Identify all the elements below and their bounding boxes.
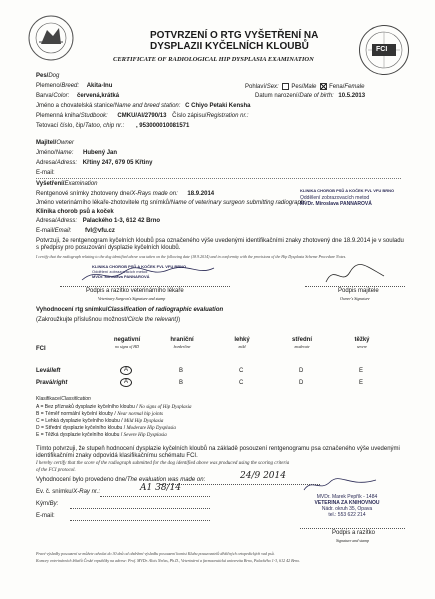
eval-email-line [70, 520, 210, 521]
footer-line-1: Pravé výsledky posouzení se můžete odvolat do 30 dnů od obdržení výsledku posouzení komisi Klubu posuzovatelů dědičných ortopedických vad psů. [36, 551, 275, 556]
subtitle: CERTIFICATE OF RADIOLOGICAL HIP DYSPLASIA EXAMINATION [113, 56, 314, 63]
title-line-1: POTVRZENÍ O RTG VYŠETŘENÍ NA [150, 30, 319, 41]
chip-row: Tetovací číslo, čip/Tatoo, chip nr.: , 953000010081571 [36, 123, 190, 129]
xray-date-row: Rentgenové snímky zhotoveny dne/X-Rays made on: 18.9.2014 [36, 191, 215, 197]
xray-nr-line [100, 496, 210, 497]
color-value: červená,krátká [77, 93, 120, 99]
dog-section-heading: Pes/Dog [36, 73, 60, 79]
col-header-3: střední moderate [291, 337, 312, 349]
legend-title: Klasifikace/Classification [36, 396, 91, 402]
grade-left-a[interactable]: A [120, 366, 132, 375]
grade-left-c[interactable]: C [239, 368, 244, 374]
owner-section-heading: Majitel/Owner [36, 140, 75, 146]
owner-signature-icon [320, 262, 390, 288]
statement1-en: I certify that the radiograph relating to the dog identified above was taken on the following date (18.9.2014) and in conformity with the provisions of the Hip Dysplasia Scheme Procedure Notes. [36, 254, 347, 259]
statement2-en-2: of the FCI protocol. [36, 468, 76, 473]
vet-email-row: E-mail/Email: fvl@vfu.cz [36, 228, 115, 234]
vet-clinic-row [36, 209, 114, 216]
grade-left-d[interactable]: D [299, 368, 304, 374]
grade-right-d[interactable]: D [299, 380, 304, 386]
grade-right-b[interactable]: B [179, 380, 184, 386]
vet-address-row: Adresa/Adress: Palackého 1-3, 612 42 Brno [36, 218, 161, 224]
grade-right-c[interactable]: C [239, 380, 244, 386]
legend-item-d: D = Střední dysplazie kyčelního kloubu / Moderate Hip Dysplasia [36, 425, 176, 431]
chip-value: , 953000010081571 [135, 123, 190, 129]
xray-date-value: 18.9.2014 [187, 191, 215, 197]
fci-logo [359, 25, 409, 75]
eval-date-line [160, 484, 320, 485]
divider [36, 178, 401, 179]
grade-left-b[interactable]: B [179, 368, 184, 374]
fci-logo-text: FCI [376, 46, 388, 53]
dog-name-value: C Chiyo Petaki Kensha [185, 103, 251, 109]
col-header-1: hraniční borderline [170, 337, 194, 349]
eval-date-row: Vyhodnocení bylo provedeno dne/The evaluation was made on: [36, 477, 206, 483]
xray-nr-row: Ev. č. snímku/X-Ray nr.: [36, 489, 101, 495]
by-line [70, 508, 210, 509]
vet-signature-label: Podpis a razítko veterinárního lékaře [86, 288, 184, 294]
eval-date-value: 24/9 2014 [240, 471, 286, 481]
col-header-4: těžký severe [354, 337, 370, 349]
legend-item-c: C = Lehká dysplazie kyčelního kloubu / Mild Hip Dysplasia [36, 418, 164, 424]
owner-signature-line [305, 286, 405, 287]
breed-row: Plemeno/Breed: Akita-Inu [36, 83, 113, 89]
evaluator-signature-label: Podpis a razítko [332, 530, 376, 536]
studbook-row: Plemenná kniha/Studbook: CMKU/AI/2790/13 Číslo zápisu/Registration nr.: [36, 113, 249, 119]
grade-left-e[interactable]: E [359, 368, 364, 374]
male-checkbox[interactable] [282, 83, 289, 90]
cmku-logo-icon [27, 14, 75, 62]
title-line-2: DYSPLAZII KYČELNÍCH KLOUBŮ [150, 41, 309, 52]
owner-name-value: Hubený Jan [83, 150, 118, 156]
female-checkbox[interactable] [320, 83, 327, 90]
owner-signature-label-en: Owner's Signature [340, 296, 370, 301]
owner-name-row: Jméno/Name: Hubený Jan [36, 150, 118, 156]
birthdate-row: Datum narození/Date of birth: 10.5.2013 [255, 93, 366, 99]
vet-email-value: fvl@vfu.cz [85, 228, 115, 234]
exam-section-heading: Vyšetření/Examination [36, 181, 98, 187]
vet-signature-icon [78, 262, 218, 288]
vet-name-row: Jméno veterinárního lékaře-zhotovitele rtg snímků/Name of veterinary surgeon submitting radiograph: [36, 200, 306, 206]
eval-email-row: E-mail: [36, 513, 55, 519]
dog-name-row: Jméno a chovatelská stanice/Name and breed station: C Chiyo Petaki Kensha [36, 103, 251, 109]
evaluator-signature-line [300, 528, 405, 529]
owner-address-row: Adresa/Adress: Křtiny 247, 679 05 Křtiny [36, 160, 153, 166]
birthdate-value: 10.5.2013 [338, 93, 366, 99]
statement2-en-1: I hereby certify that the score of the radiograph submitted for the dog identified above was produced using the scoring criteria [36, 461, 290, 466]
xray-nr-value: A1 38/14 [140, 483, 182, 493]
grade-right-e[interactable]: E [359, 380, 364, 386]
row-left-label: Levá/left [36, 368, 61, 374]
evaluation-instruction: (Zakroužkujte příslušnou možnost/Circle the relevant)) [36, 317, 181, 323]
footer-line-2: Komory veterinárních lékařů České republiky na adrese: Prof. MVDr. Alois Nečas, Ph.D., Veterinární a farmaceutická univerzita Brno, Palackého 1-3, 612 42 Brno. [36, 558, 301, 563]
by-row: Kým/By: [36, 501, 59, 507]
vet-stamp-1: KLINIKA CHOROB PSŮ A KOČEK FVL VFU BRNO Oddělení zobrazovacích metod MVDr. Miroslava PANNAROVÁ [92, 264, 187, 279]
vet-signature-line [60, 286, 230, 287]
vet-stamp-top: KLINIKA CHOROB PSŮ A KOČEK FVL VFU BRNO Oddělení zobrazovacích metod MVDr. Miroslava PANNAROVÁ [300, 188, 395, 207]
owner-email-row: E-mail: [36, 170, 55, 176]
evaluation-title: Vyhodnocení rtg snímku/Classification of radiographic evaluation [36, 307, 224, 313]
vet-clinic-value: Klinika chorob psů a koček [36, 209, 114, 215]
evaluator-signature-label-en: Signature and stamp [336, 538, 369, 543]
statement1-cz: Potvrzuji, že rentgenogram kyčelních kloubů psa označeného výše uvedenými identifikačními znaky zhotovený dne 18.9.2014 je v souladu s předpisy pro posuzování dysplazie kyčelních kloubů. [36, 238, 404, 251]
col-header-2: lehký mild [234, 337, 250, 349]
owner-address-value: Křtiny 247, 679 05 Křtiny [82, 160, 153, 166]
studbook-value: CMKU/AI/2790/13 [117, 113, 167, 119]
sex-row: Pohlaví/Sex: Pes/Male Fena/Female [245, 84, 365, 91]
breed-value: Akita-Inu [86, 83, 113, 89]
row-right-label: Pravá/right [36, 380, 68, 386]
col-header-0: negativní no signs of HD [113, 337, 141, 349]
evaluator-signature-icon [300, 476, 380, 494]
legend-item-b: B = Téměř normální kyčelní klouby / Near normal hip joints [36, 411, 163, 417]
color-row: Barva/Color: červená,krátká [36, 93, 120, 99]
grade-right-a[interactable]: A [120, 378, 132, 387]
statement2-cz: Tímto potvrzuji, že stupeň hodnocení dysplazie kyčelních kloubů na základě posouzení rentgenogramu psa označeného výše uvedenými identifikačními znaky odpovídá klasifikačnímu schématu FCI. [36, 446, 400, 459]
legend-item-a: A = Bez příznaků dysplazie kyčelního kloubu / No signs of Hip Dysplasia [36, 404, 192, 410]
fci-label: FCI [36, 346, 46, 352]
vet-signature-label-en: Veterinary Surgeon's Signature and stamp [98, 296, 166, 301]
owner-signature-label: Podpis majitele [338, 288, 379, 294]
vet-address-value: Palackého 1-3, 612 42 Brno [82, 218, 161, 224]
evaluator-stamp: MVDr. Marek Pepřík - 1484 VETERINA ZA KNIHOVNOU Nádr. okruh 35, Opava tel.: 553 622 214 [314, 494, 380, 518]
legend-item-e: E = Těžká dysplazie kyčelního kloubu / Severe Hip Dysplasia [36, 432, 167, 438]
